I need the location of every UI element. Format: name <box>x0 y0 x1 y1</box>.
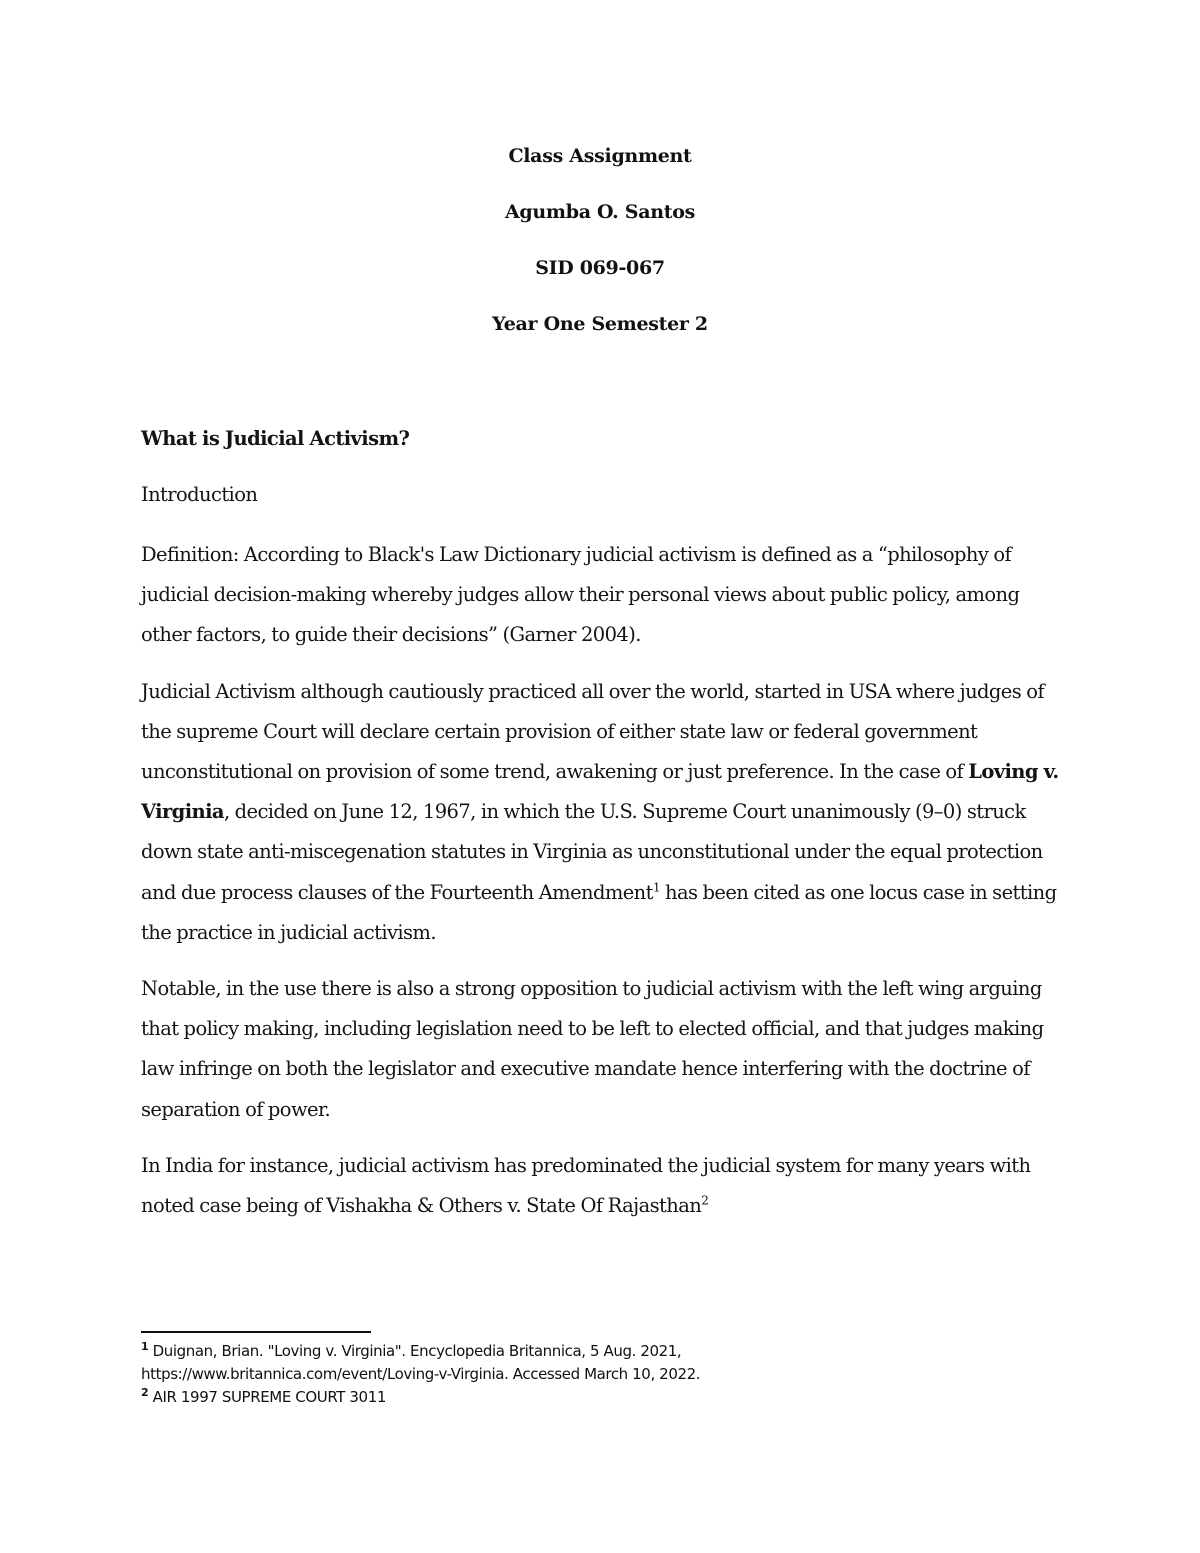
paragraph-text: has been cited as one locus case in setting the practice in judicial activism. <box>141 880 1057 944</box>
paragraph-usa-history <box>141 672 1061 953</box>
paragraph-definition: Definition: According to Black's Law Dictionary judicial activism is defined as a “philosophy of judicial decision-making whereby judges allow their personal views about public policy, among other factors, to guide their decisions” (Garner 2004). <box>141 543 1020 647</box>
footnote-mark: 1 <box>141 1340 149 1353</box>
assignment-title: Class Assignment <box>508 145 692 167</box>
section-heading: What is Judicial Activism? <box>141 427 410 450</box>
student-id: SID 069-067 <box>535 257 665 279</box>
footnote-1 <box>141 1340 1081 1363</box>
footnote-reference[interactable]: 1 <box>652 880 660 895</box>
paragraph-india <box>141 1146 1061 1226</box>
footnotes <box>141 1340 1081 1409</box>
footnote-text: Duignan, Brian. "Loving v. Virginia". Encyclopedia Britannica, 5 Aug. 2021, <box>148 1342 682 1360</box>
title-block <box>0 140 1200 364</box>
document-body <box>141 423 1061 1242</box>
semester-label: Year One Semester 2 <box>492 313 708 335</box>
footnote-mark: 2 <box>141 1386 149 1399</box>
author-name: Agumba O. Santos <box>504 201 695 223</box>
footnote-text: AIR 1997 SUPREME COURT 3011 <box>148 1388 386 1406</box>
paragraph-text: In India for instance, judicial activism has predominated the judicial system for many years with noted case being of Vishakha & Others v. State Of Rajasthan <box>141 1153 1031 1218</box>
paragraph-text: , decided on June 12, 1967, in which the U.S. Supreme Court unanimously (9–0) struck down state anti-miscegenation statutes in Virginia as unconstitutional under the equal protection and due process clauses of the Fourteenth Amendment <box>141 800 1043 904</box>
paragraph-opposition: Notable, in the use there is also a strong opposition to judicial activism with the left wing arguing that policy making, including legislation need to be left to elected official, and that judges making law infringe on both the legislator and executive mandate hence interfering with the doctrine of separation of power. <box>141 977 1044 1121</box>
case-name: Loving v. Virginia <box>141 760 1059 824</box>
footnote-1-url[interactable]: https://www.britannica.com/event/Loving-v-Virginia. Accessed March 10, 2022. <box>141 1365 701 1383</box>
footnote-separator <box>141 1331 371 1333</box>
paragraph-text: Judicial Activism although cautiously practiced all over the world, started in USA where judges of the supreme Court will declare certain provision of either state law or federal government unconstitutional on provision of some trend, awakening or just preference. In the case of <box>141 679 1044 784</box>
intro-label: Introduction <box>141 483 258 506</box>
footnote-2 <box>141 1386 1081 1409</box>
footnote-reference[interactable]: 2 <box>701 1193 709 1208</box>
